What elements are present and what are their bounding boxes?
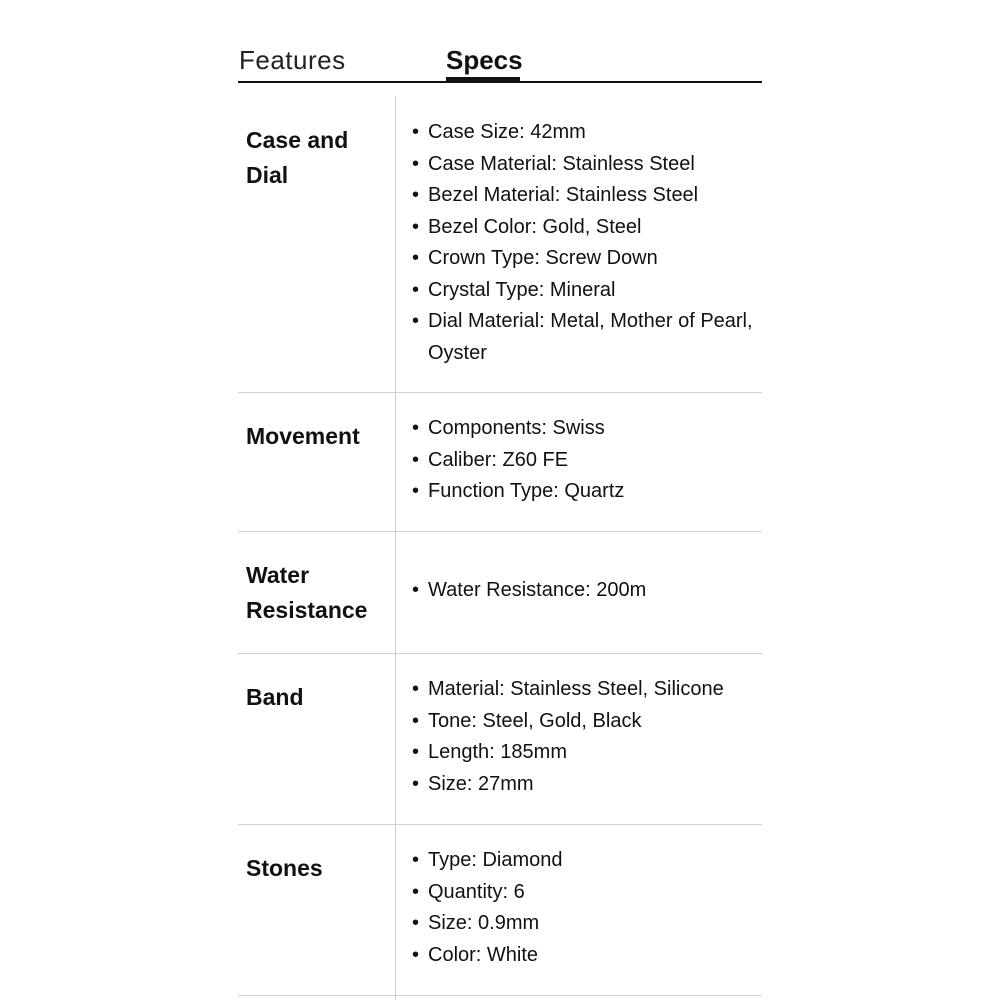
- active-tab-indicator: [446, 77, 520, 83]
- spec-item: • Dial Material: Metal, Mother of Pearl, Oyster: [412, 306, 762, 369]
- spec-item: • Length: 185mm: [412, 737, 762, 769]
- spec-item: • Function Type: Quartz: [412, 476, 762, 508]
- specs-table: [238, 96, 762, 1000]
- spec-section-movement: [238, 393, 762, 532]
- spec-item: • Components: Swiss: [412, 413, 762, 445]
- spec-item: • Size: 0.9mm: [412, 908, 762, 940]
- spec-item: • Case Size: 42mm: [412, 117, 762, 149]
- section-label: Stones: [246, 855, 323, 881]
- section-label: Case and Dial: [246, 127, 349, 188]
- spec-item: • Crystal Type: Mineral: [412, 275, 762, 307]
- section-label: Band: [246, 684, 304, 710]
- section-label: Water Resistance: [246, 562, 368, 623]
- tab-specs[interactable]: Specs: [446, 45, 523, 75]
- spec-section-water-resistance: [238, 532, 762, 654]
- spec-item: • Crown Type: Screw Down: [412, 243, 762, 275]
- spec-item: • Bezel Color: Gold, Steel: [412, 212, 762, 244]
- spec-list: [412, 845, 762, 971]
- tab-features[interactable]: Features: [239, 45, 346, 75]
- tab-bar: [238, 40, 762, 83]
- spec-item: • Water Resistance: 200m: [412, 575, 762, 607]
- spec-list: [412, 674, 762, 800]
- spec-item: • Quantity: 6: [412, 877, 762, 909]
- spec-list: [412, 575, 762, 607]
- spec-list: [412, 413, 762, 508]
- spec-item: • Case Material: Stainless Steel: [412, 149, 762, 181]
- spec-item: • Caliber: Z60 FE: [412, 445, 762, 477]
- spec-item: • Tone: Steel, Gold, Black: [412, 706, 762, 738]
- spec-item: • Bezel Material: Stainless Steel: [412, 180, 762, 212]
- spec-item: • Type: Diamond: [412, 845, 762, 877]
- spec-section-band: [238, 654, 762, 825]
- spec-item: • Size: 27mm: [412, 769, 762, 801]
- spec-item: • Material: Stainless Steel, Silicone: [412, 674, 762, 706]
- spec-item: • Color: White: [412, 940, 762, 972]
- spec-list: [412, 117, 762, 369]
- spec-section-stones: [238, 825, 762, 996]
- section-label: Movement: [246, 423, 360, 449]
- spec-section-case-and-dial: [238, 96, 762, 393]
